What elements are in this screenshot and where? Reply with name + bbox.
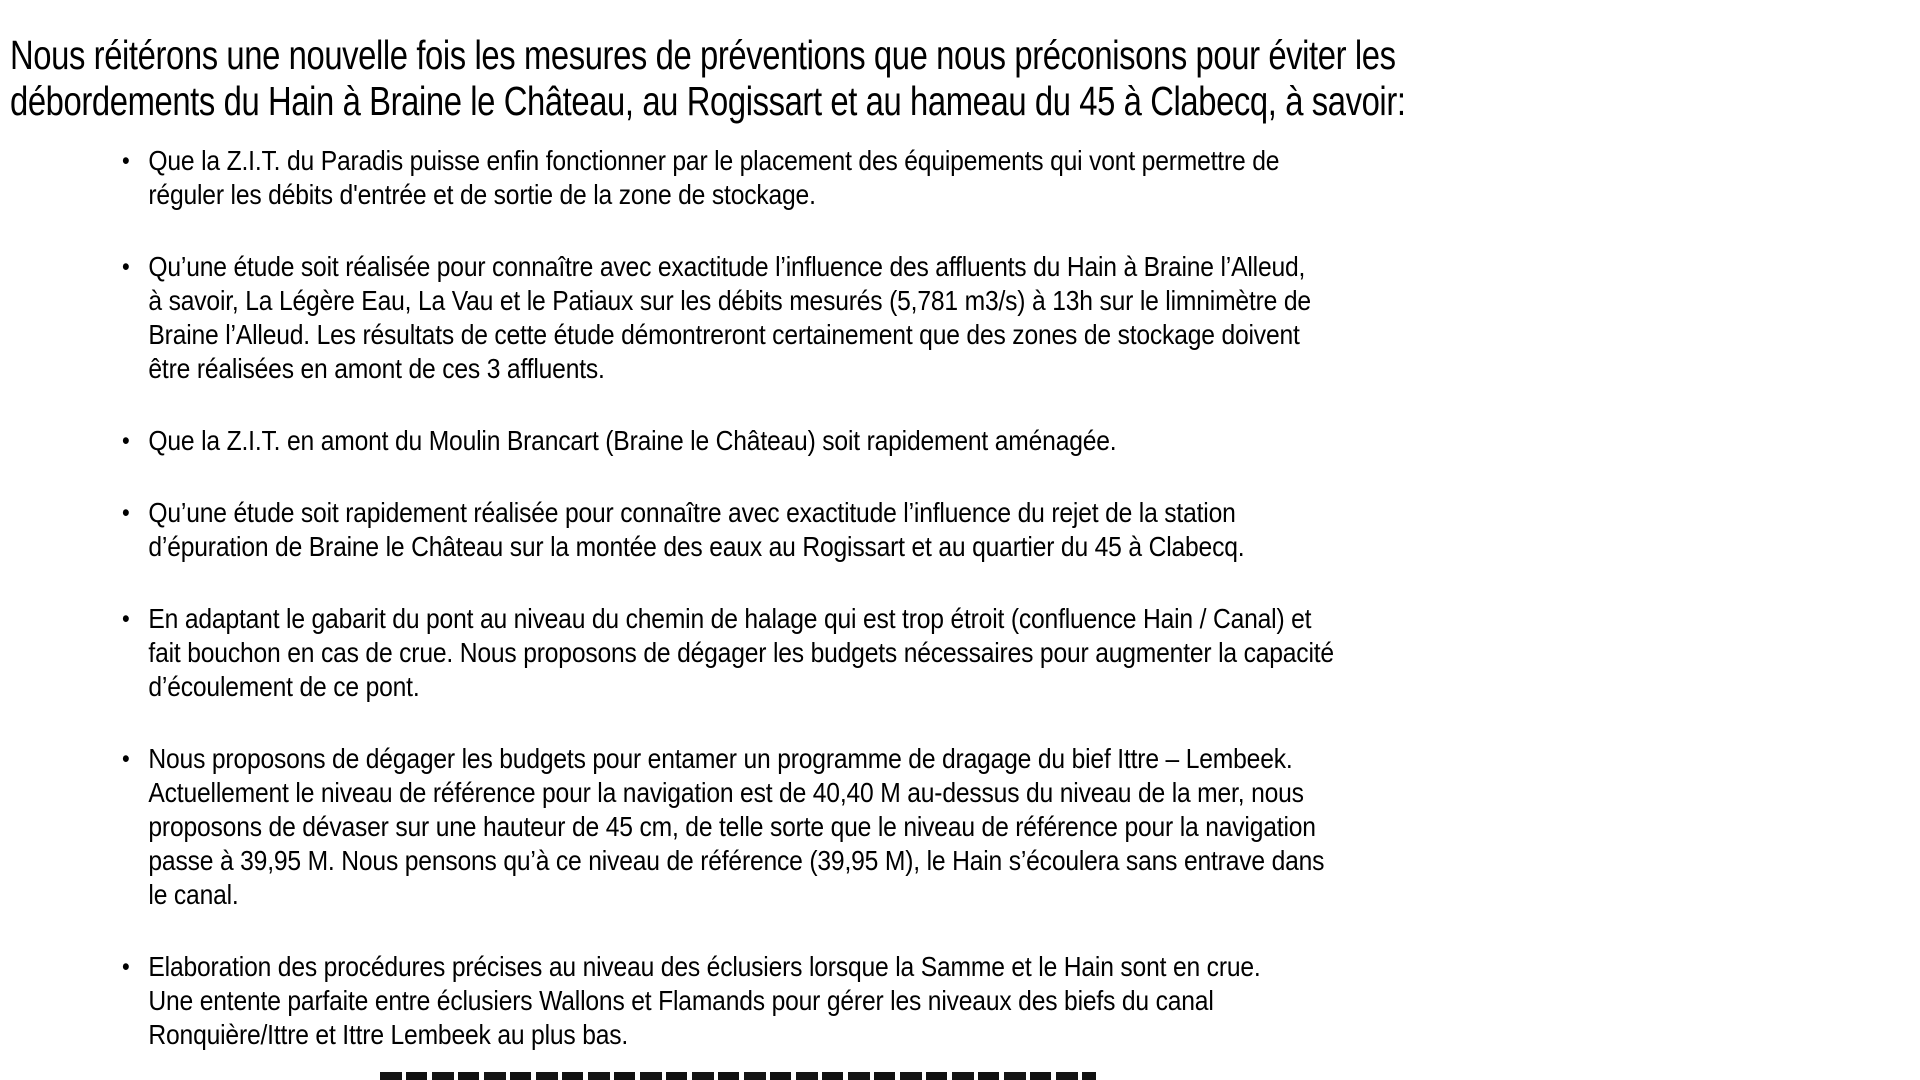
list-item (122, 742, 1334, 912)
text-line: être réalisées en amont de ces 3 affluents. (148, 353, 605, 384)
text-line: passe à 39,95 M. Nous pensons qu’à ce niveau de référence (39,95 M), le Hain s’écoulera sans entrave dans (148, 845, 1325, 876)
text-line: En adaptant le gabarit du pont au niveau du chemin de halage qui est trop étroit (confluence Hain / Canal) et (148, 603, 1312, 634)
title-line: débordements du Hain à Braine le Château, au Rogissart et au hameau du 45 à Clabecq, à savoir: (10, 78, 1406, 124)
list-item (122, 144, 1334, 212)
text-line: fait bouchon en cas de crue. Nous proposons de dégager les budgets nécessaires pour augmenter la capacité (148, 637, 1334, 668)
text-line: réguler les débits d'entrée et de sortie de la zone de stockage. (148, 179, 816, 210)
bullet-icon: • (122, 253, 130, 281)
list-item (122, 496, 1334, 564)
text-line: Qu’une étude soit réalisée pour connaître avec exactitude l’influence des affluents du Hain à Braine l’Alleud, (148, 251, 1306, 282)
list-item-text (148, 496, 1244, 564)
list-item (122, 250, 1334, 386)
list-item-text (148, 250, 1311, 386)
list-item (122, 602, 1334, 704)
list-item-text (148, 950, 1260, 1052)
text-line: d’écoulement de ce pont. (148, 671, 420, 702)
bullet-icon: • (122, 605, 130, 633)
list-item-text (148, 144, 1279, 212)
text-line: Nous proposons de dégager les budgets pour entamer un programme de dragage du bief Ittre – Lembeek. (148, 743, 1293, 774)
text-line: Braine l’Alleud. Les résultats de cette étude démontreront certainement que des zones de stockage doivent (148, 319, 1300, 350)
text-line: Elaboration des procédures précises au niveau des éclusiers lorsque la Samme et le Hain sont en crue. (148, 951, 1261, 982)
truncated-next-line-artifact (380, 1072, 1096, 1080)
bullet-list (122, 144, 1334, 1080)
text-line: Ronquière/Ittre et Ittre Lembeek au plus bas. (148, 1019, 629, 1050)
text-line: Que la Z.I.T. en amont du Moulin Brancart (Braine le Château) soit rapidement aménagée. (148, 425, 1117, 456)
text-line: Actuellement le niveau de référence pour la navigation est de 40,40 M au-dessus du niveau de la mer, nous (148, 777, 1304, 808)
bullet-icon: • (122, 499, 130, 527)
text-line: d’épuration de Braine le Château sur la montée des eaux au Rogissart et au quartier du 45 à Clabecq. (148, 531, 1245, 562)
page-title (10, 32, 1406, 124)
list-item-text (148, 424, 1116, 458)
text-line: Que la Z.I.T. du Paradis puisse enfin fonctionner par le placement des équipements qui vont permettre de (148, 145, 1280, 176)
text-line: Qu’une étude soit rapidement réalisée pour connaître avec exactitude l’influence du rejet de la station (148, 497, 1236, 528)
list-item-text (148, 602, 1334, 704)
bullet-icon: • (122, 953, 130, 981)
bullet-icon: • (122, 427, 130, 455)
list-item (122, 950, 1334, 1052)
text-line: proposons de dévaser sur une hauteur de 45 cm, de telle sorte que le niveau de référence pour la navigation (148, 811, 1316, 842)
bullet-icon: • (122, 147, 130, 175)
text-line: Une entente parfaite entre éclusiers Wallons et Flamands pour gérer les niveaux des biefs du canal (148, 985, 1214, 1016)
bullet-icon: • (122, 745, 130, 773)
text-line: à savoir, La Légère Eau, La Vau et le Patiaux sur les débits mesurés (5,781 m3/s) à 13h sur le limnimètre de (148, 285, 1311, 316)
list-item-text (148, 742, 1324, 912)
list-item (122, 424, 1334, 458)
text-line: le canal. (148, 879, 239, 910)
title-line: Nous réitérons une nouvelle fois les mesures de préventions que nous préconisons pour éviter les (10, 32, 1396, 78)
